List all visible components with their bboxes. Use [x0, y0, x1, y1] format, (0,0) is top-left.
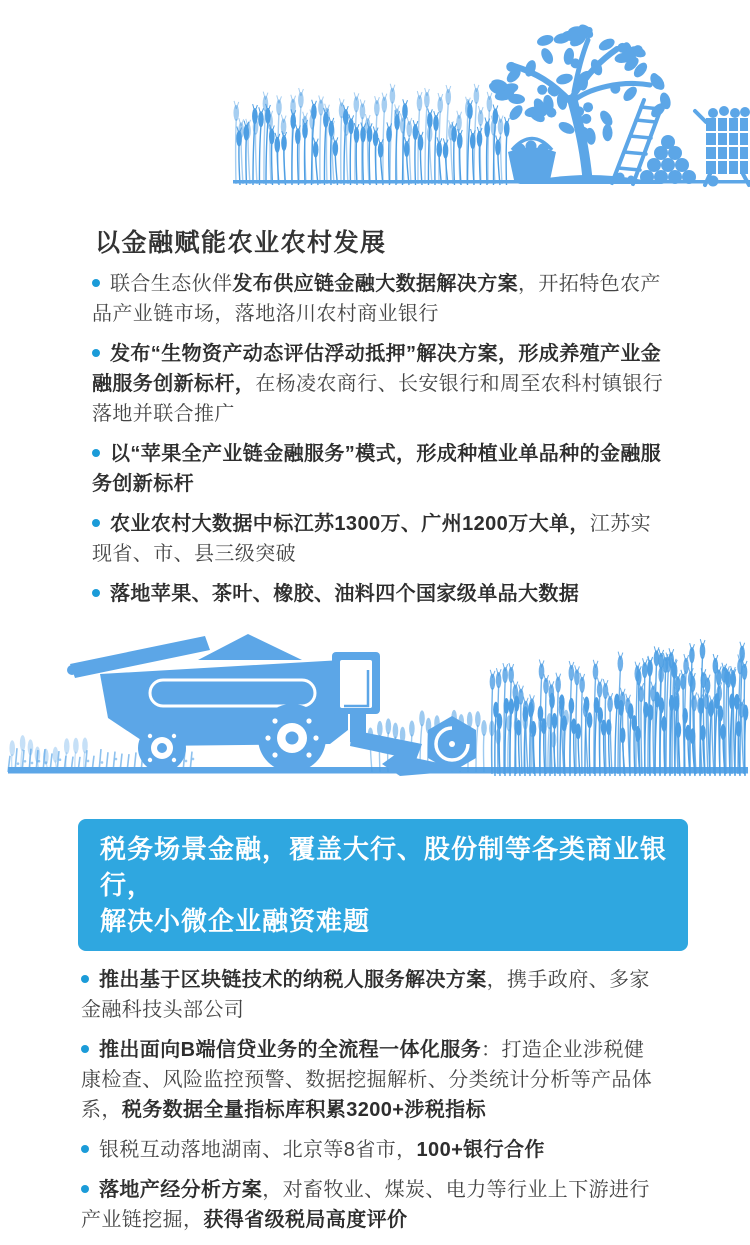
bullet-dot-icon [81, 1145, 89, 1153]
banner-text-line1: 税务场景金融，覆盖大行、股份制等各类商业银行， [100, 834, 668, 900]
wheat-field-icon [233, 84, 509, 185]
bullet-item [92, 509, 664, 569]
bullet-item [92, 439, 664, 499]
bullet-text-bold: 发布“生物资产动态评估浮动抵押”解决方案，形成养殖产业金融服务创新标杆， [92, 343, 662, 395]
bullet-dot-icon [81, 1045, 89, 1053]
bullet-dot-icon [92, 519, 100, 527]
section-tax-finance [78, 819, 678, 1245]
bullet-dot-icon [81, 1185, 89, 1193]
bullet-text: 联合生态伙伴 [110, 273, 233, 295]
bullet-dot-icon [92, 279, 100, 287]
orchard-harvest-illustration [0, 0, 750, 196]
bullet-text: ，携手政府、多家金融科技头部公司 [81, 969, 650, 1021]
ground-line [233, 180, 750, 184]
bullet-item [92, 339, 664, 429]
bullet-item [81, 1175, 661, 1235]
wheat-field-icon [490, 639, 749, 776]
bullet-text: 在杨凌农商行、长安银行和周至农科村镇银行落地并联合推广 [92, 373, 664, 425]
bullet-text-bold: 发布供应链金融大数据解决方案 [232, 273, 519, 295]
ground-line [8, 767, 748, 774]
bullet-text: ，对畜牧业、煤炭、电力等行业上下游进行产业链挖掘， [81, 1179, 650, 1231]
bullet-text: 银税互动落地湖南、北京等8省市， [99, 1139, 417, 1161]
bullet-text-bold: 以“苹果全产业链金融服务”模式，形成种植业单品种的金融服务创新标杆 [92, 443, 662, 495]
fruit-cart-icon [695, 106, 750, 187]
bullet-dot-icon [81, 975, 89, 983]
bullet-text: ：打造企业涉税健康检查、风险监控预警、数据挖掘解析、分类统计分析等产品体系， [81, 1039, 653, 1121]
bullet-text-bold: 落地苹果、茶叶、橡胶、油料四个国家级单品大数据 [110, 583, 580, 605]
section2-bullet-list [81, 965, 661, 1235]
bullet-text-bold: 推出面向B端信贷业务的全流程一体化服务 [99, 1039, 482, 1061]
bullet-item [92, 269, 664, 329]
bullet-dot-icon [92, 449, 100, 457]
bullet-text-bold: 税务数据全量指标库积累3200+涉税指标 [121, 1099, 486, 1121]
bullet-dot-icon [92, 589, 100, 597]
bullet-item [81, 965, 661, 1025]
bullet-text-bold: 落地产经分析方案 [99, 1179, 263, 1201]
section2-banner [78, 819, 688, 951]
bullet-text-bold: 100+银行合作 [416, 1139, 545, 1161]
bullet-text: 江苏实现省、市、县三级突破 [92, 513, 651, 565]
combine-harvester-illustration [0, 622, 750, 786]
section-agriculture-finance [92, 226, 664, 619]
bullet-item [81, 1035, 661, 1125]
fruit-basket-icon [508, 139, 556, 184]
bullet-item [81, 1135, 661, 1165]
section1-bullet-list [92, 269, 664, 609]
section1-heading: 以金融赋能农业农村发展 [95, 229, 387, 257]
bullet-text-bold: 推出基于区块链技术的纳税人服务解决方案 [99, 969, 487, 991]
bullet-dot-icon [92, 349, 100, 357]
bullet-text-bold: 农业农村大数据中标江苏1300万、广州1200万大单， [110, 513, 590, 535]
bullet-text: ，开拓特色农产品产业链市场，落地洛川农村商业银行 [92, 273, 661, 325]
bullet-item [92, 579, 664, 609]
bullet-text-bold: 获得省级税局高度评价 [203, 1209, 408, 1231]
banner-text-line2: 解决小微企业融资难题 [100, 906, 371, 936]
